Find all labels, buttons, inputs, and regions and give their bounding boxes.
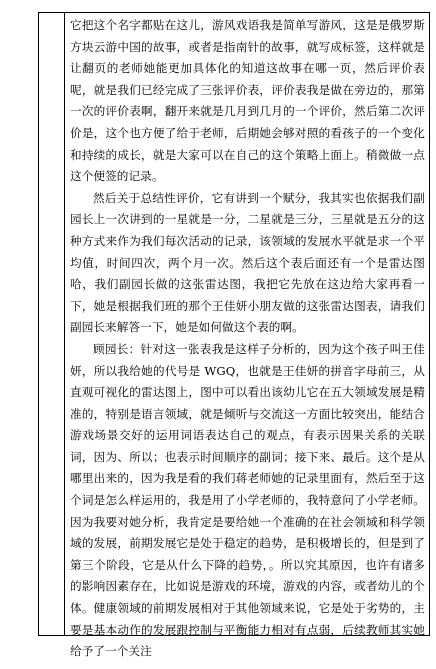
paragraph-principal-analysis: 顾园长：针对这一张表我是这样子分析的，因为这个孩子叫王佳妍，所以我给她的代号是 WGQ，也就是王佳妍的拼音字母前三，从直观可视化的雷达图上，图中可以看出该幼儿它在五大领域发展是精准的，特别是语言领域，就是倾听与交流这一方面比较突出，能结合游戏场景交好的运用词语表达自己的观点，有表示因果关系的关联词，因为、所以；也表示时间顺序的副词；接下来、最后。这个是从哪里出来的，因为我是看的我们蒋老师她的记录里面有，然后至于这个词是怎么样运用的，我是用了小学老师的，我特意问了小学老师。因为我要对她分析，我肯定是要给她一个准确的在社会领域和科学领域的发展，前期发展它是处于稳定的趋势，是积极增长的，但是到了第三个阶段，它是从什么下降的趋势，。所以究其原因，也许有诸多的影响因素存在，比如说是游戏的环境，游戏的内容，或者幼儿的个体。健康领域的前期发展相对于其他领域来说，它是处于劣势的，主要是基本动作的发展跟控制与平衡能力相对有点弱，后续教师其实她给予了一个关注 — [70, 341, 425, 659]
transcript-table — [38, 12, 430, 659]
table-label-column — [39, 13, 65, 635]
table-content-cell — [66, 13, 429, 659]
paragraph-evaluation-form: 它把这个名字都贴在这儿，游风戏语我是简单写游风，这是是俄罗斯方块云游中国的故事，或者是指南针的故事，就写成标签，这样就是让翻页的老师她能更加具体化的知道这故事在哪一页，然后评价表呢，就是我们已经完成了三张评价表，评价表我是做在旁边的，那第一次的评价表啊，翻开来就是几月到几月的一个评价，然后第二次评价是，这个也方便了给于老师，后期她会够对照的看孩子的一个变化和持续的成长，就是大家可以在自己的这个策略上面上。稍微做一点这个便签的记录。 — [70, 18, 425, 184]
table-bottom-rule — [38, 635, 430, 636]
paragraph-summative-evaluation: 然后关于总结性评价，它有讲到一个赋分，我其实也依据我们副园长上一次讲到的一星就是一分，二星就是三分，三星就是五分的这种方式来作为我们每次活动的记录，该领域的发展水平就是求一个平均值，时间四次，两个月一次。然后这个表后面还有一个是雷达图哈，我们副园长做的这张雷达图，我把它先放在这边给大家再看一下，她是根据我们班的那个王佳妍小朋友做的这张雷达图表，请我们副园长来解答一下，她是如何做这个表的啊。 — [70, 190, 425, 335]
